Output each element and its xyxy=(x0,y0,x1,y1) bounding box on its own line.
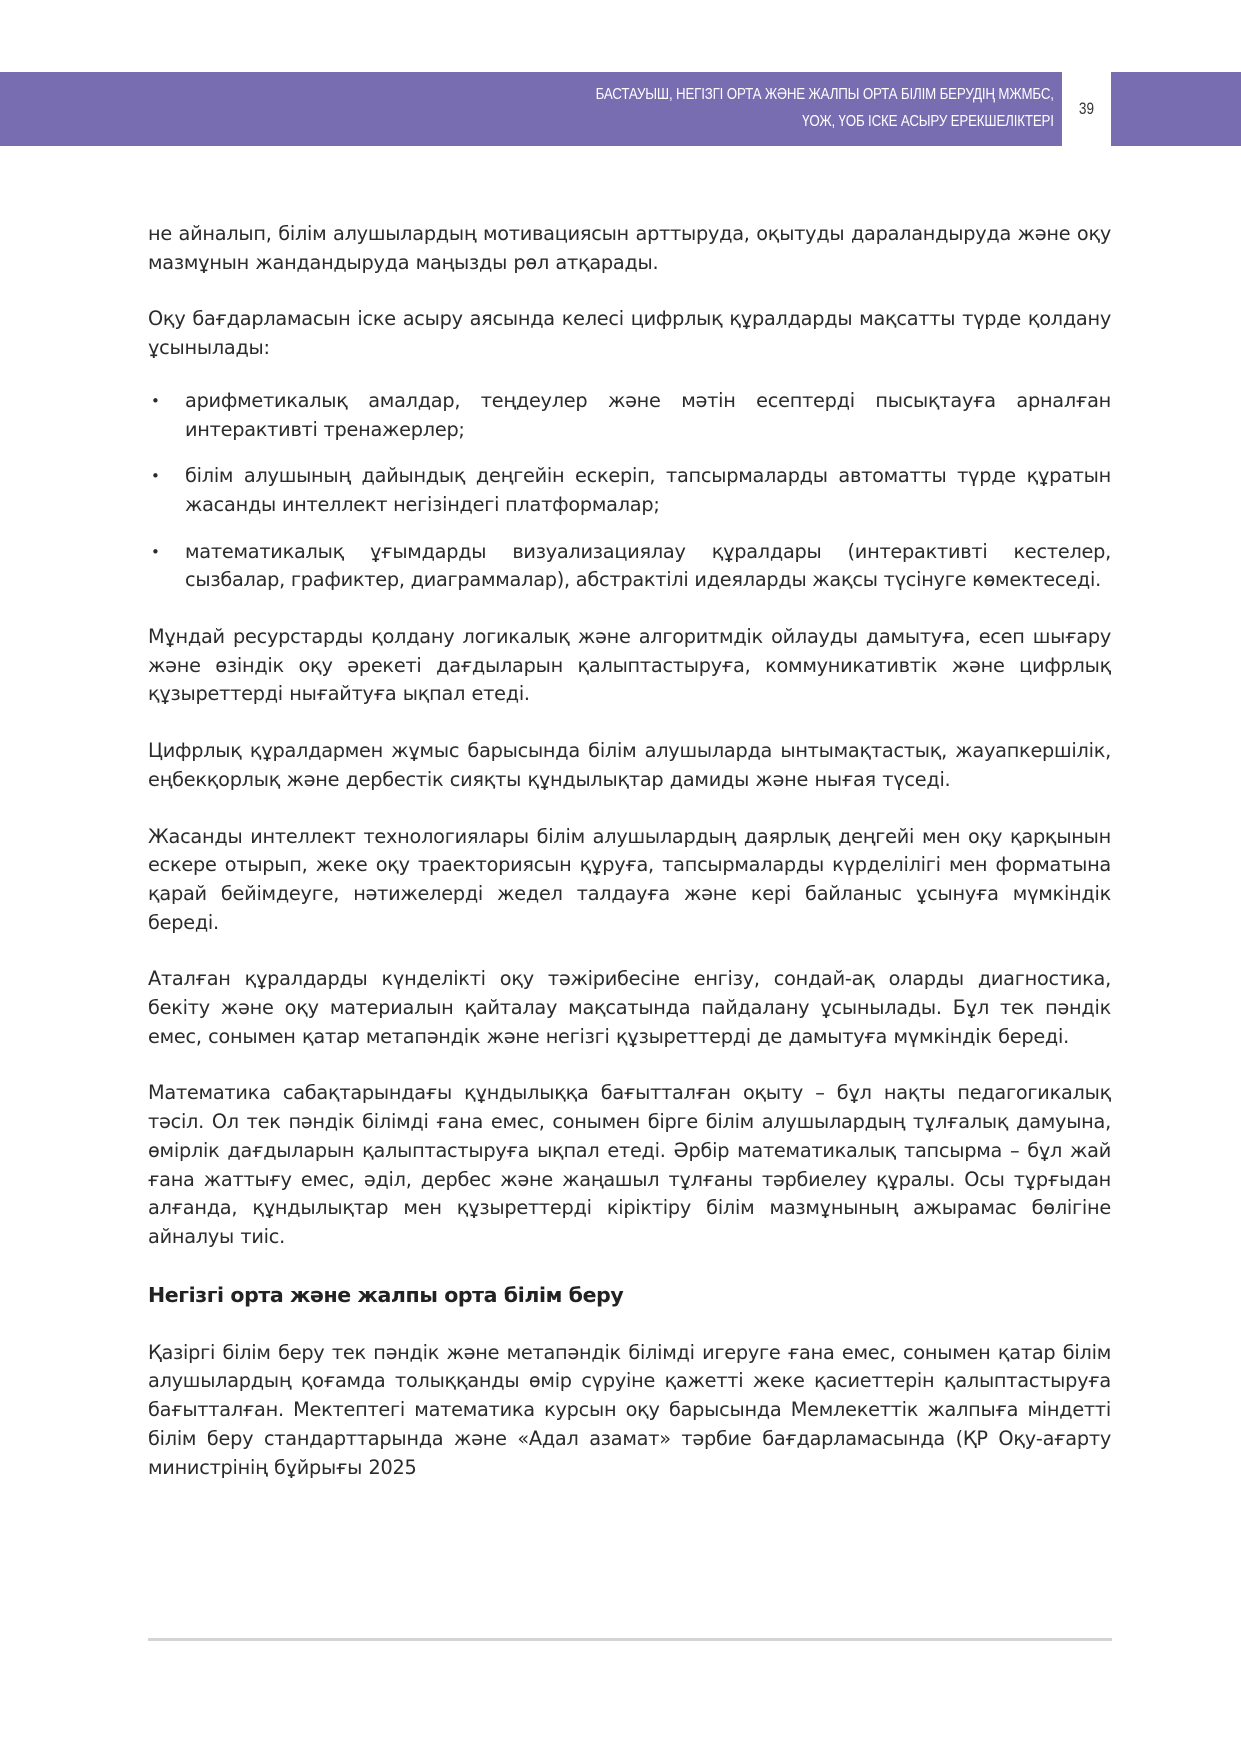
list-item-text: математикалық ұғымдарды визуализациялау құралдары (интерактивті кестелер, сызбалар, графиктер, диаграммалар), абстрактілі идеяларды жақсы түсінуге көмектеседі. xyxy=(185,539,1111,592)
digital-tools-list xyxy=(148,387,1111,595)
paragraph-ai: Жасанды интеллект технологиялары білім алушылардың даярлық деңгейі мен оқу қарқынын ескере отырып, жеке оқу траекториясын құруға, тапсырмаларды күрделілігі мен форматына қарай бейімдеуге, нәтижелерді жедел талдауға және кері байланыс ұсынуға мүмкіндік береді. xyxy=(148,824,1111,934)
page-body xyxy=(148,220,1111,1510)
running-header-title xyxy=(596,81,1054,135)
running-header-line-1: БАСТАУЫШ, НЕГІЗГІ ОРТА ЖӘНЕ ЖАЛПЫ ОРТА БІЛІМ БЕРУДІҢ МЖМБС, xyxy=(595,86,1054,103)
running-header-line-2: ҮОЖ, ҮОБ ІСКЕ АСЫРУ ЕРЕКШЕЛІКТЕРІ xyxy=(802,113,1054,130)
paragraph-tools-intro: Оқу бағдарламасын іске асыру аясында келесі цифрлық құралдарды мақсатты түрде қолдану ұсынылады: xyxy=(148,307,1111,360)
paragraph-math-values: Математика сабақтарындағы құндылыққа бағытталған оқыту – бұл нақты педагогикалық тәсіл. Ол тек пәндік білімді ғана емес, сонымен бірге білім алушылардың тұлғалық дамуына, өмірлік дағдыларын қалыптастыруға ықпал етеді. Әрбір математикалық тапсырма – бұл жай ғана жаттығу емес, әділ, дербес және жаңашыл тұлғаны тәрбиелеу құралы. Осы тұрғыдан алғанда, құндылықтар мен құзыреттерді кіріктіру білім мазмұнының ажырамас бөлігіне айналуы тиіс. xyxy=(148,1081,1111,1248)
list-item-text: арифметикалық амалдар, теңдеулер және мәтін есептерді пысықтауға арналған интерактивті тренажерлер; xyxy=(185,388,1111,441)
bullet-icon: • xyxy=(151,391,160,410)
paragraph-integration: Аталған құралдарды күнделікті оқу тәжірибесіне енгізу, сондай-ақ оларды диагностика, бекіту және оқу материалын қайталау мақсатында пайдалану ұсынылады. Бұл тек пәндік емес, сонымен қатар метапәндік және негізгі құзыреттерді де дамытуға мүмкіндік береді. xyxy=(148,967,1111,1048)
list-item-text: білім алушының дайындық деңгейін ескеріп, тапсырмаларды автоматты түрде құратын жасанды интеллект негізіндегі платформалар; xyxy=(185,464,1111,516)
header-band xyxy=(0,72,1062,146)
list-item xyxy=(148,538,1111,595)
list-item xyxy=(148,387,1111,444)
paragraph-modern-education: Қазіргі білім беру тек пәндік және метапәндік білімді игеруге ғана емес, сонымен қатар білім алушылардың қоғамда толыққанды өмір сүруіне қажетті жеке қасиеттерін қалыптастыруға бағытталған. Мектептегі математика курсын оқу барысында Мемлекеттік жалпыға міндетті білім беру стандарттарында және «Адал азамат» тәрбие бағдарламасында (ҚР Оқу-ағарту министрінің бұйрығы 2025 xyxy=(148,1340,1111,1479)
list-item xyxy=(148,462,1111,519)
paragraph-intro: не айналып, білім алушылардың мотивациясын арттыруда, оқытуды дараландыруда және оқу мазмұнын жандандыруда маңызды рөл атқарады. xyxy=(148,222,1111,274)
section-heading: Негізгі орта және жалпы орта білім беру xyxy=(148,1282,624,1307)
bullet-icon: • xyxy=(151,467,160,486)
page-number: 39 xyxy=(1078,99,1095,118)
header-right-band xyxy=(1111,72,1241,146)
footer-divider xyxy=(148,1638,1112,1641)
paragraph-values: Цифрлық құралдармен жұмыс барысында білім алушыларда ынтымақтастық, жауапкершілік, еңбекқорлық және дербестік сияқты құндылықтар дамиды және нығая түседі. xyxy=(148,739,1111,791)
paragraph-resources: Мұндай ресурстарды қолдану логикалық және алгоритмдік ойлауды дамытуға, есеп шығару және өзіндік оқу әрекеті дағдыларын қалыптастыруға, коммуникативтік және цифрлық құзыреттерді нығайтуға ықпал етеді. xyxy=(148,625,1111,706)
bullet-icon: • xyxy=(151,542,160,561)
